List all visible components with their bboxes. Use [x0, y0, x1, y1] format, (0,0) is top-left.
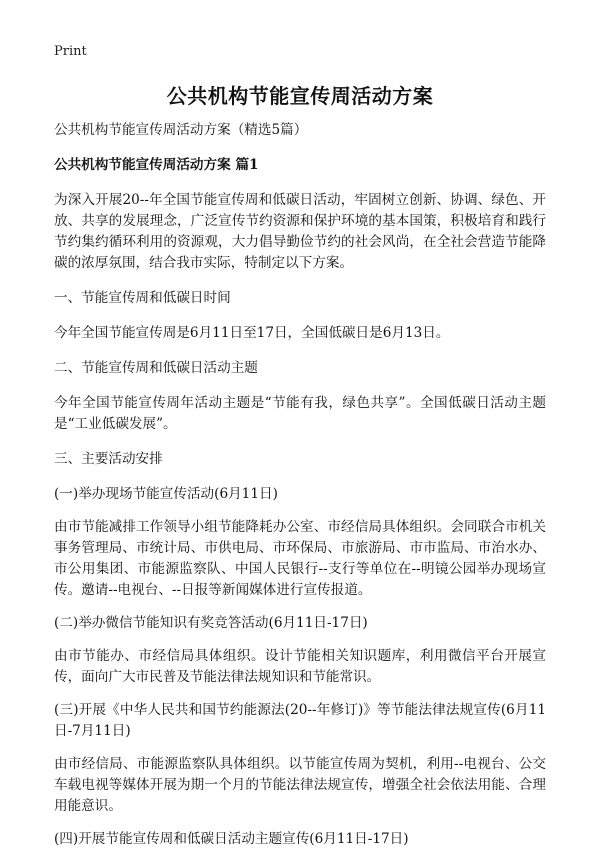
heading-time: 一、节能宣传周和低碳日时间: [54, 290, 231, 306]
heading-activities: 三、主要活动安排: [54, 451, 163, 467]
print-label: Print: [54, 44, 87, 59]
paragraph-wechat: 由市节能办、市经信局具体组织。设计节能相关知识题库，利用微信平台开展宣传，面向广大市民普及节能法律法规知识和节能常识。: [54, 648, 546, 685]
paragraph-law: 由市经信局、市能源监察队具体组织。以节能宣传周为契机，利用--电视台、公交车载电视等媒体开展为期一个月的节能法律法规宣传，增强全社会依法用能、合理用能意识。: [54, 756, 546, 814]
paragraph-theme: 今年全国节能宣传周年活动主题是“节能有我，绿色共享”。全国低碳日活动主题是“工业低碳发展”。: [54, 395, 546, 432]
section-title: 公共机构节能宣传周活动方案 篇1: [54, 157, 259, 173]
subheading-law: (三)开展《中华人民共和国节约能源法(20--年修订)》等节能法律法规宣传(6月11日-7月11日): [54, 702, 546, 739]
subheading-wechat: (二)举办微信节能知识有奖竞答活动(6月11日-17日): [54, 615, 368, 631]
page-title: 公共机构节能宣传周活动方案: [166, 84, 434, 108]
paragraph-time: 今年全国节能宣传周是6月11日至17日，全国低碳日是6月13日。: [54, 325, 450, 341]
subheading-onsite: (一)举办现场节能宣传活动(6月11日): [54, 486, 278, 502]
heading-theme: 二、节能宣传周和低碳日活动主题: [54, 360, 258, 376]
subheading-theme-promo: (四)开展节能宣传周和低碳日活动主题宣传(6月11日-17日): [54, 831, 409, 847]
document-body: [54, 120, 546, 864]
intro-paragraph: 为深入开展20--年全国节能宣传周和低碳日活动，牢固树立创新、协调、绿色、开放、共享的发展理念，广泛宣传节约资源和保护环境的基本国策，积极培育和践行节约集约循环利用的资源观，大力倡导勤俭节约的社会风尚，在全社会营造节能降碳的浓厚氛围，结合我市实际，特制定以下方案。: [54, 192, 546, 271]
paragraph-onsite: 由市节能减排工作领导小组节能降耗办公室、市经信局具体组织。会同联合市机关事务管理局、市统计局、市供电局、市环保局、市旅游局、市市监局、市治水办、市公用集团、市能源监察队、中国人民银行--支行等单位在--明镜公园举办现场宣传。邀请--电视台、--日报等新闻媒体进行宣传报道。: [54, 519, 546, 598]
document-subtitle: 公共机构节能宣传周活动方案（精选5篇）: [54, 122, 308, 138]
